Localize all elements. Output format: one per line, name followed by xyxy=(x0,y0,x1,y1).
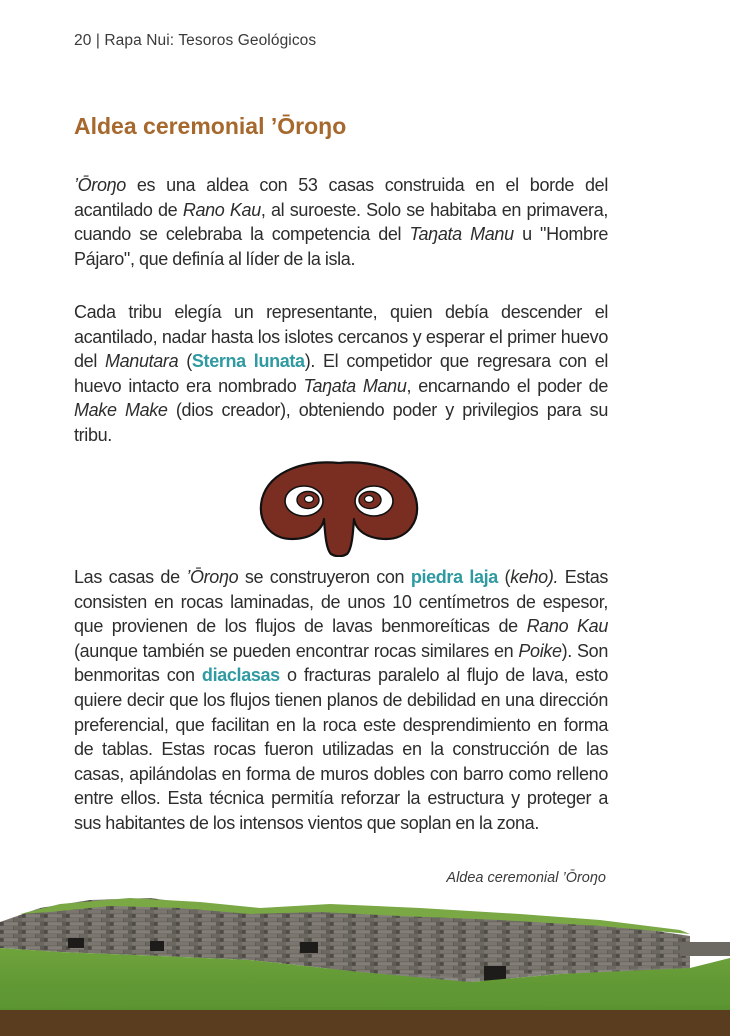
text-span: Poike xyxy=(518,640,562,661)
text-span: ( xyxy=(178,351,192,372)
text-span: Estas consisten en rocas laminadas, de unos 10 centímetros de espesor, que provienen de los flujos de lavas benmoreíticas de xyxy=(74,567,609,637)
text-span: Taŋata Manu xyxy=(409,224,514,245)
text-span: o fracturas paralelo al flujo de lava, esto quiere decir que los flujos tienen planos de debilidad en una dirección preferencial, que facilitan en la roca este desprendimiento en forma de tablas. Estas rocas fueron utilizadas en la construcción de las casas, apilándolas en forma de muros dobles con barro como relleno entre ellos. Esta técnica permitía reforzar la estructura y proteger a sus habitantes de los intensos vientos que soplan en la zona. xyxy=(74,665,609,833)
text-span: Manutara xyxy=(104,351,179,372)
text-span: Rano Kau xyxy=(526,616,608,637)
text-span: u "Hombre Pájaro", que definía al líder de la isla. xyxy=(74,224,609,269)
text-span: es una aldea con 53 casas construida en el borde del acantilado de xyxy=(74,175,608,220)
text-span: Make Make xyxy=(74,400,168,421)
text-span: ). El competidor que regresara con el huevo intacto era nombrado xyxy=(74,351,609,396)
page-title: Aldea ceremonial ’Ōroŋo xyxy=(74,113,347,139)
keyword-highlight: piedra laja xyxy=(410,567,498,587)
text-span: (dios creador), obteniendo poder y privilegios para su tribu. xyxy=(74,400,608,445)
make-make-face-icon xyxy=(258,459,420,557)
text-span: , encarnando el poder de xyxy=(406,375,609,396)
text-span: Cada tribu elegía un representante, quien debía descender el acantilado, nadar hasta los islotes cercanos y esperar el primer huevo del xyxy=(74,302,608,372)
text-span: Rano Kau xyxy=(182,199,261,220)
text-span: ’Ōroŋo xyxy=(74,175,126,195)
stone-houses-photo xyxy=(0,886,730,1036)
text-span: , al suroeste. Solo se habitaba en primavera, cuando se celebraba la competencia del xyxy=(74,199,609,245)
text-span: (aunque también se pueden encontrar rocas similares en xyxy=(74,640,519,661)
keyword-highlight: diaclasas xyxy=(201,665,280,686)
text-span: se construyeron con xyxy=(238,567,411,587)
text-span: Taŋata Manu xyxy=(303,375,407,396)
text-span: ( xyxy=(497,567,511,587)
running-header: 20 | Rapa Nui: Tesoros Geológicos xyxy=(74,32,317,49)
paragraph-intro xyxy=(74,173,608,271)
text-span: ). Son benmoritas con xyxy=(74,640,608,686)
paragraph-construction xyxy=(74,565,608,836)
text-span: ’Ōroŋo xyxy=(186,567,239,587)
figure-caption: Aldea ceremonial ’Ōroŋo xyxy=(446,870,606,886)
paragraph-competition xyxy=(74,300,608,448)
text-span: Las casas de xyxy=(74,567,187,587)
keyword-highlight: Sterna lunata xyxy=(191,351,305,372)
text-span: keho). xyxy=(510,567,559,587)
